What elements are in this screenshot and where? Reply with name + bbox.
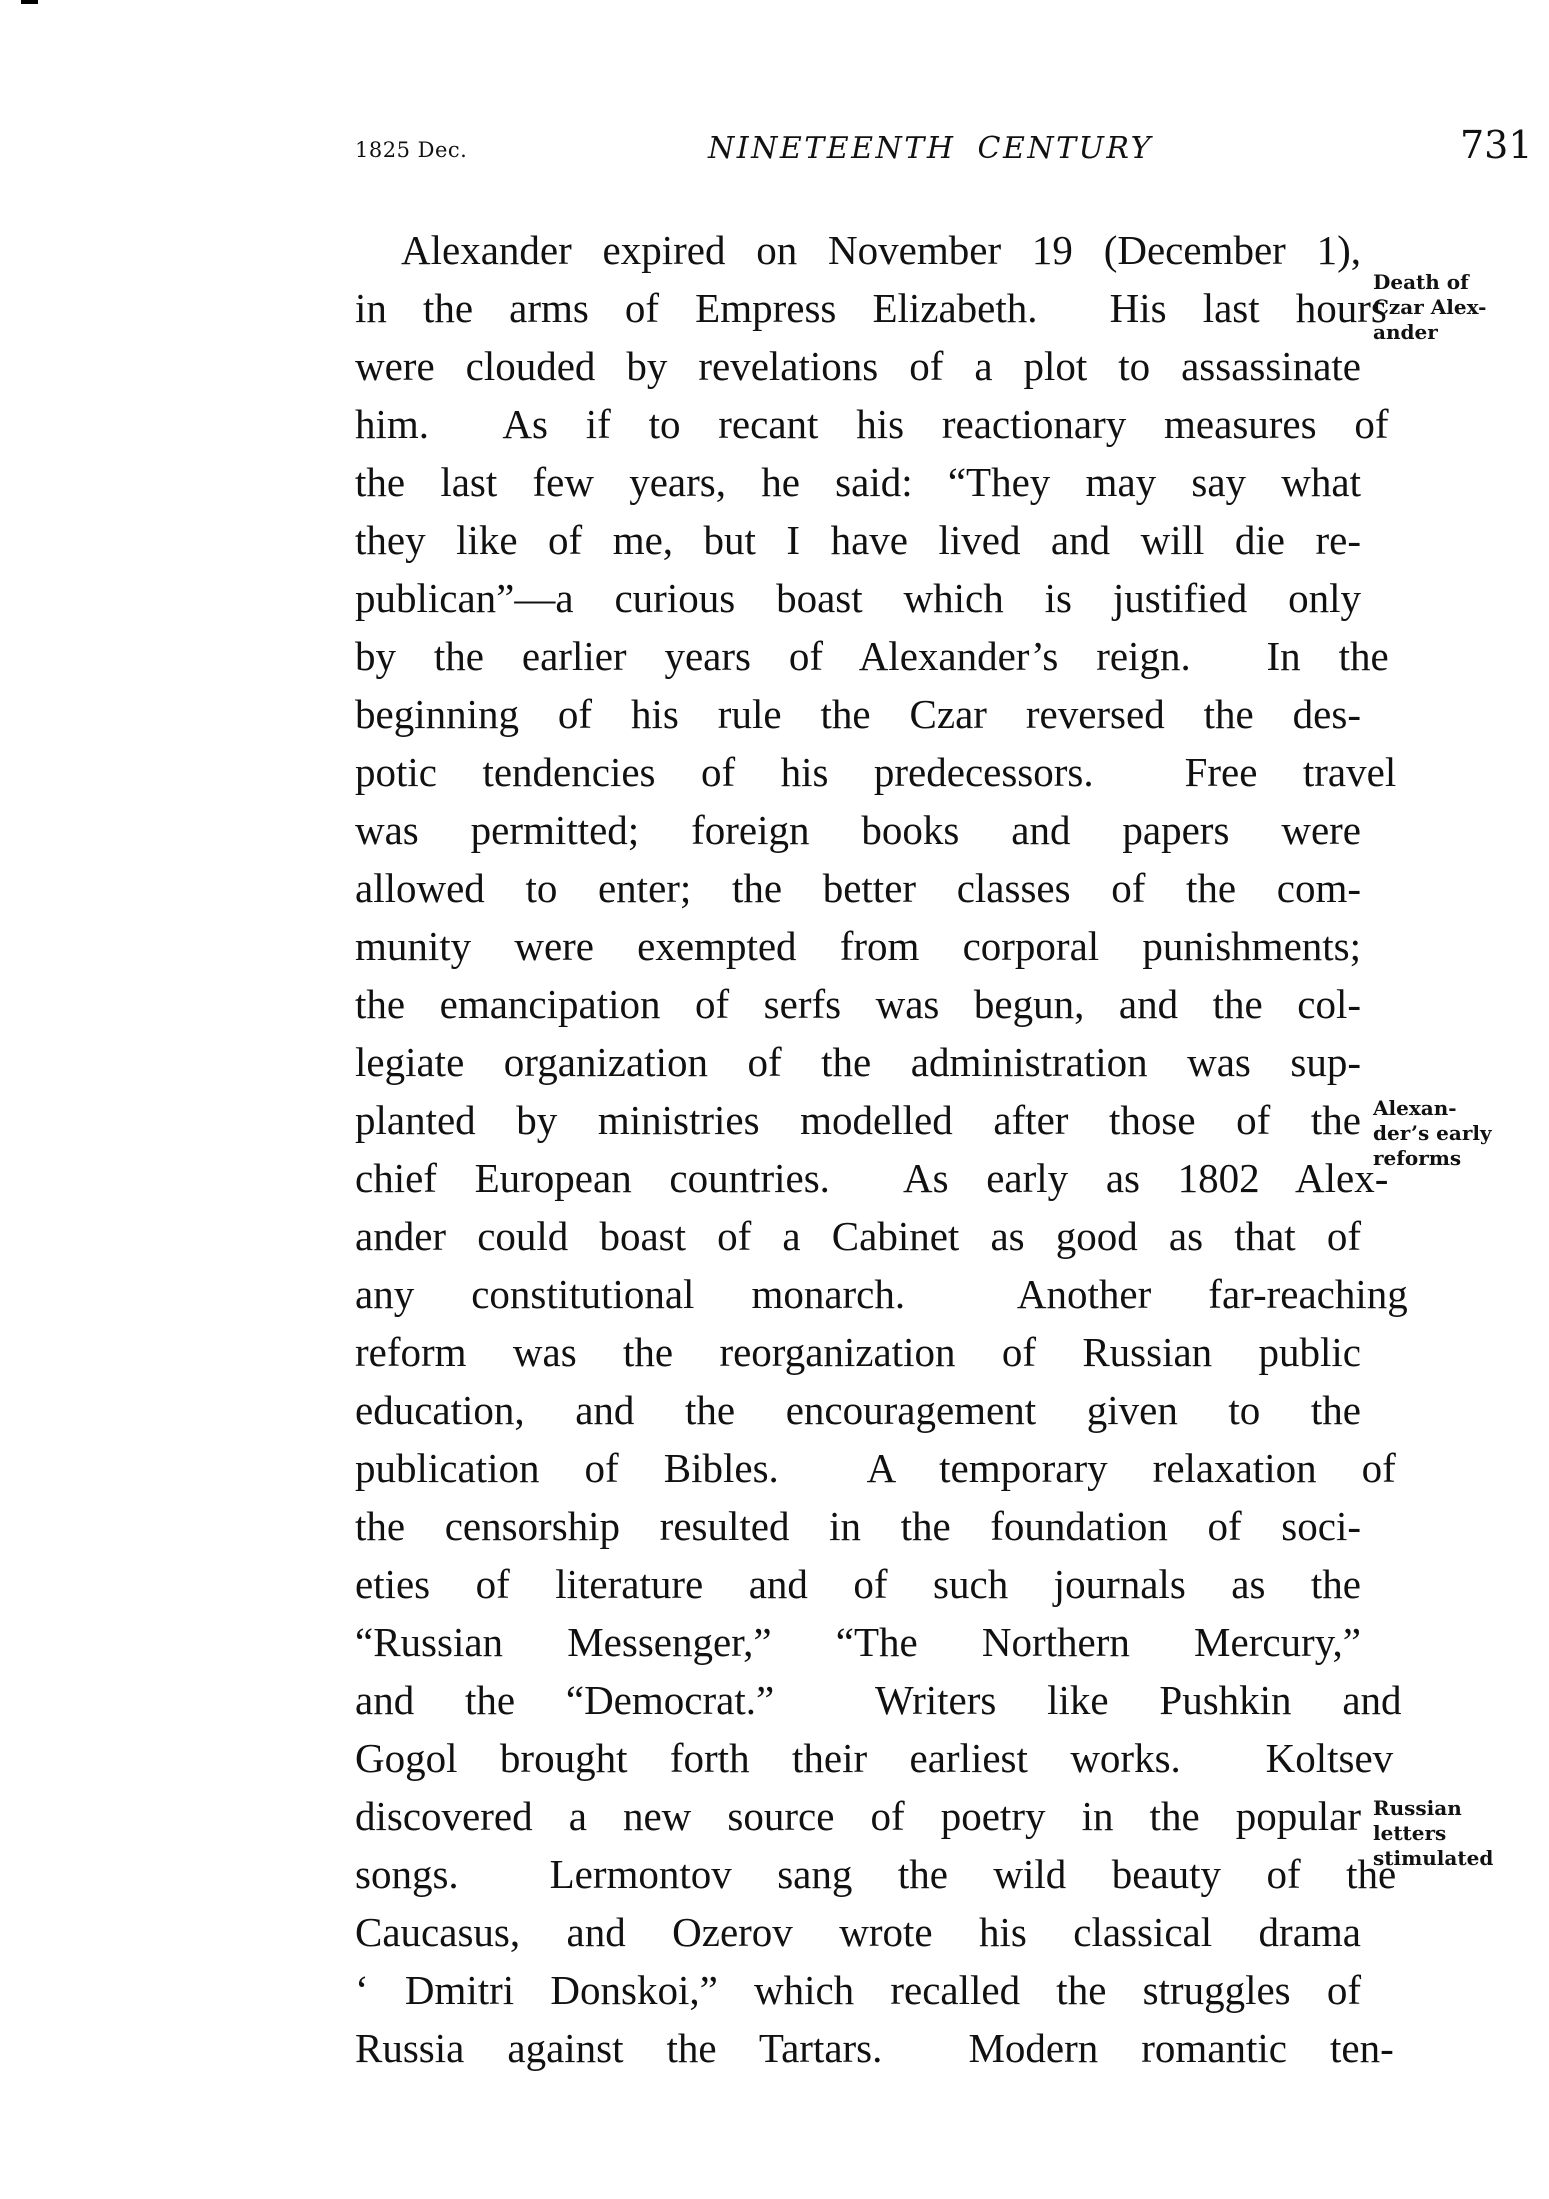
- text-line: munity were exempted from corporal punishments;: [355, 923, 1361, 969]
- text-line: legiate organization of the administration was sup-: [355, 1039, 1361, 1085]
- text-line: “Russian Messenger,” “The Northern Mercury,”: [355, 1619, 1361, 1665]
- sidenote-line: Russian: [1373, 1796, 1462, 1820]
- text-line: planted by ministries modelled after those of the: [355, 1097, 1361, 1143]
- text-line: chief European countries. As early as 1802 Alex-: [355, 1155, 1389, 1201]
- text-line: and the “Democrat.” Writers like Pushkin and: [355, 1677, 1402, 1723]
- text-line: the emancipation of serfs was begun, and the col-: [355, 981, 1361, 1027]
- text-line: reform was the reorganization of Russian public: [355, 1329, 1361, 1375]
- scan-artifact: [21, 0, 38, 4]
- sidenote-line: reforms: [1373, 1146, 1462, 1170]
- sidenote-line: letters: [1373, 1821, 1447, 1845]
- page-number: 731: [1460, 123, 1533, 167]
- text-line: publication of Bibles. A temporary relaxation of: [355, 1445, 1396, 1491]
- text-line: Alexander expired on November 19 (December 1),: [401, 227, 1361, 273]
- sidenote-russian-letters: [1373, 1796, 1543, 1871]
- text-line: by the earlier years of Alexander’s reign. In the: [355, 633, 1389, 679]
- text-line: the last few years, he said: “They may say what: [355, 459, 1361, 505]
- text-line: eties of literature and of such journals as the: [355, 1561, 1361, 1607]
- text-line: potic tendencies of his predecessors. Free travel: [355, 749, 1397, 795]
- sidenote-line: Death of: [1373, 270, 1469, 294]
- text-line: songs. Lermontov sang the wild beauty of the: [355, 1851, 1397, 1897]
- header-date: 1825 Dec.: [355, 138, 468, 162]
- text-line: in the arms of Empress Elizabeth. His last hours: [355, 285, 1387, 331]
- sidenote-line: der’s early: [1373, 1121, 1492, 1145]
- text-line: Caucasus, and Ozerov wrote his classical drama: [355, 1909, 1361, 1955]
- sidenote-early-reforms: [1373, 1096, 1543, 1171]
- text-line: Gogol brought forth their earliest works. Koltsev: [355, 1735, 1394, 1781]
- text-line: was permitted; foreign books and papers were: [355, 807, 1361, 853]
- text-line: publican”—a curious boast which is justified only: [355, 575, 1361, 621]
- sidenote-line: stimulated: [1373, 1846, 1494, 1870]
- sidenote-death-of-czar: [1373, 270, 1543, 345]
- text-line: ander could boast of a Cabinet as good as that of: [355, 1213, 1361, 1259]
- text-line: allowed to enter; the better classes of the com-: [355, 865, 1361, 911]
- text-line: were clouded by revelations of a plot to assassinate: [355, 343, 1361, 389]
- text-line: Russia against the Tartars. Modern romantic ten-: [355, 2025, 1394, 2071]
- text-line: any constitutional monarch. Another far-reaching: [355, 1271, 1408, 1317]
- text-line: discovered a new source of poetry in the popular: [355, 1793, 1361, 1839]
- text-line: they like of me, but I have lived and will die re-: [355, 517, 1361, 563]
- text-line: him. As if to recant his reactionary measures of: [355, 401, 1389, 447]
- sidenote-line: Czar Alex-: [1373, 295, 1487, 319]
- text-line: the censorship resulted in the foundation of soci-: [355, 1503, 1361, 1549]
- body-text: [355, 221, 1408, 2077]
- sidenote-line: Alexan-: [1373, 1096, 1457, 1120]
- text-line: education, and the encouragement given to the: [355, 1387, 1361, 1433]
- sidenote-line: ander: [1373, 320, 1438, 344]
- running-title: NINETEENTH CENTURY: [708, 131, 1153, 166]
- text-line: beginning of his rule the Czar reversed the des-: [355, 691, 1361, 737]
- text-line: ‘ Dmitri Donskoi,” which recalled the struggles of: [355, 1967, 1361, 2013]
